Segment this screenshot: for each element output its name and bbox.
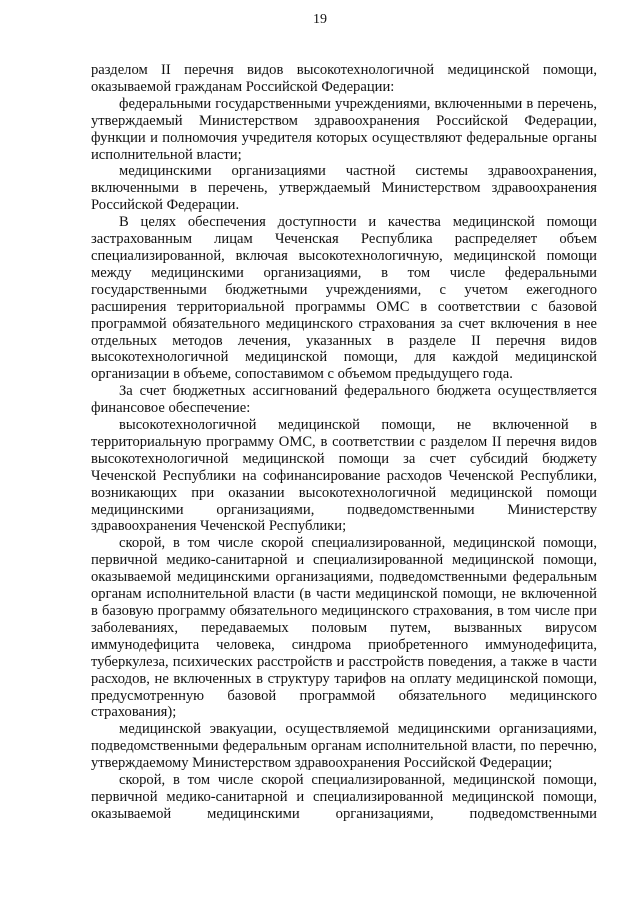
paragraph-emergency-care: скорой, в том числе скорой специализированной, медицинской помощи, первичной медико-санитарной и специализированной медицинской помощи, оказываемой медицинскими организациями, подведомственными федеральным органам исполнительной власти (в части медицинской помощи, не включенной в базовую программу обязательного медицинского страхования, в том числе при заболеваниях, передаваемых половым путем, вызванных вирусом иммунодефицита человека, синдрома приобретенного иммунодефицита, туберкулеза, психических расстройств и расстройств поведения, а также в части расходов, не включенных в структуру тарифов на оплату медицинской помощи, предусмотренную базовой программой обязательного медицинского страхования); bbox=[91, 535, 597, 721]
paragraph-medical-evacuation: медицинской эвакуации, осуществляемой медицинскими организациями, подведомственными федеральным органам исполнительной власти, по перечню, утверждаемому Министерством здравоохранения Российской Федерации; bbox=[91, 721, 597, 772]
paragraph-volume-distribution: В целях обеспечения доступности и качества медицинской помощи застрахованным лицам Чеченская Республика распределяет объем специализированной, включая высокотехнологичную, медицинской помощи между медицинскими организациями, в том числе федеральными государственными бюджетными учреждениями, с учетом ежегодного расширения территориальной программы ОМС в соответствии с базовой программой обязательного медицинского страхования за счет включения в нее отдельных методов лечения, указанных в разделе II перечня видов высокотехнологичной медицинской помощи, для каждой медицинской организации в объеме, сопоставимом с объемом предыдущего года. bbox=[91, 214, 597, 383]
paragraph-continuation: разделом II перечня видов высокотехнологичной медицинской помощи, оказываемой гражданам Российской Федерации: bbox=[91, 62, 597, 95]
paragraph-high-tech-care: высокотехнологичной медицинской помощи, не включенной в территориальную программу ОМС, в соответствии с разделом II перечня видов высокотехнологичной медицинской помощи за счет субсидий бюджету Чеченской Республики на софинансирование расходов Чеченской Республики, возникающих при оказании высокотехнологичной медицинской помощи медицинскими организациями, подведомственными Министерству здравоохранения Чеченской Республики; bbox=[91, 417, 597, 535]
paragraph-federal-institutions: федеральными государственными учреждениями, включенными в перечень, утверждаемый Министерством здравоохранения Российской Федерации, функции и полномочия учредителя которых осуществляют федеральные органы исполнительной власти; bbox=[91, 95, 597, 163]
page-number: 19 bbox=[313, 12, 327, 27]
paragraph-emergency-care-continued: скорой, в том числе скорой специализированной, медицинской помощи, первичной медико-санитарной и специализированной медицинской помощи, оказываемой медицинскими организациями, подведомственными bbox=[91, 772, 597, 822]
paragraph-private-organizations: медицинскими организациями частной системы здравоохранения, включенными в перечень, утверждаемый Министерством здравоохранения Российской Федерации. bbox=[91, 163, 597, 214]
paragraph-federal-budget-intro: За счет бюджетных ассигнований федерального бюджета осуществляется финансовое обеспечение: bbox=[91, 383, 597, 417]
document-body bbox=[91, 62, 597, 823]
